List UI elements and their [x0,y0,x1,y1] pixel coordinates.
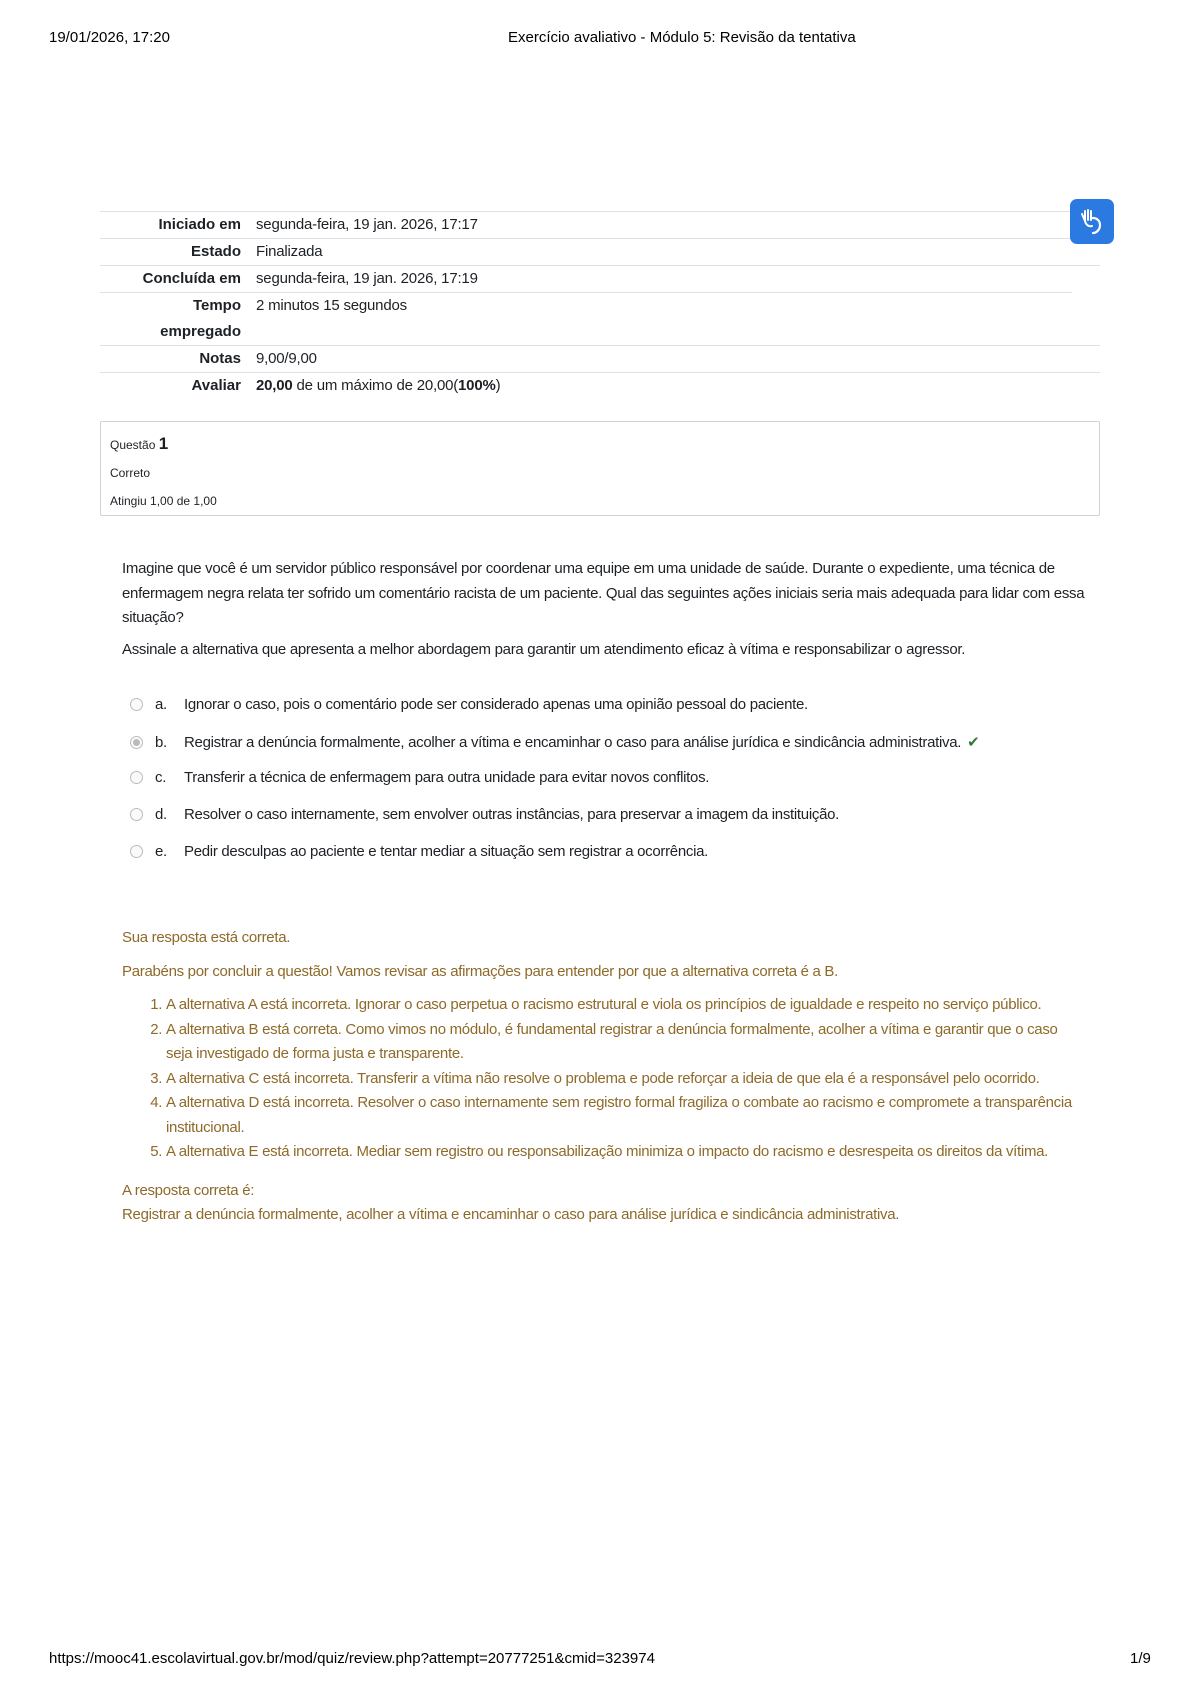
summary-label: Notas [199,350,241,367]
radio-button[interactable] [130,845,143,858]
radio-button[interactable] [130,808,143,821]
grade-percent: 100% [458,377,496,394]
question-label: Questão [110,438,156,452]
answer-option-c[interactable] [130,769,709,786]
radio-button-selected[interactable] [130,736,143,749]
summary-label: Avaliar [191,377,241,394]
option-text: Resolver o caso internamente, sem envolver outras instâncias, para preservar a imagem da instituição. [184,806,840,823]
attempt-summary-table [100,211,1100,400]
sign-language-hands-icon [1079,208,1105,236]
answer-option-a[interactable] [130,696,808,713]
question-text [122,557,1087,669]
option-letter: e. [155,843,167,860]
question-state: Correto [110,466,151,480]
print-datetime: 19/01/2026, 17:20 [49,29,170,46]
summary-label: Tempo empregado [160,297,241,340]
feedback-list [122,993,1082,1165]
right-answer-label: A resposta correta é: [122,1181,255,1199]
grade-end: ) [495,377,501,394]
option-text: Transferir a técnica de enfermagem para outra unidade para evitar novos conflitos. [184,769,710,786]
feedback-item: 3. A alternativa C está incorreta. Transferir a vítima não resolve o problema e pode reforçar a ideia de que ela é a responsável pelo ocorrido. [166,1067,1082,1092]
print-page-number: 1/9 [1130,1650,1151,1667]
summary-label: Estado [190,243,241,260]
summary-value [256,373,1100,400]
question-instruction: Assinale a alternativa que apresenta a melhor abordagem para garantir um atendimento eficaz à vítima e responsabilizar o agressor. [122,640,966,658]
option-letter: c. [155,769,167,786]
feedback-item: 5. A alternativa E está incorreta. Mediar sem registro ou responsabilização minimiza o impacto do racismo e desrespeita os direitos da vítima. [166,1140,1082,1165]
summary-value: 2 minutos 15 segundos [256,297,407,314]
question-prompt: Imagine que você é um servidor público responsável por coordenar uma equipe em uma unidade de saúde. Durante o expediente, uma técnica de enfermagem negra relata ter sofrido um comentário racista de um paciente. Qual das seguintes ações iniciais seria mais adequada para lidar com essa situação? [122,560,1085,626]
option-letter: d. [155,806,167,823]
summary-row-completed [100,266,1072,293]
option-letter: a. [155,696,167,713]
summary-row-started [100,212,1100,239]
summary-row-state [100,239,1100,266]
option-text: Registrar a denúncia formalmente, acolher a vítima e encaminhar o caso para análise jurídica e sindicância administrativa. [184,733,962,751]
summary-value: segunda-feira, 19 jan. 2026, 17:19 [256,270,478,287]
print-footer-url: https://mooc41.escolavirtual.gov.br/mod/quiz/review.php?attempt=20777251&cmid=323974 [49,1650,655,1667]
option-text: Pedir desculpas ao paciente e tentar mediar a situação sem registrar a ocorrência. [184,843,709,860]
answer-option-d[interactable] [130,806,839,823]
feedback-status: Sua resposta está correta. [122,929,291,946]
feedback-section [122,926,1082,1228]
question-info-box [100,421,1100,516]
answer-option-b[interactable] [130,733,979,751]
summary-row-marks [100,346,1100,373]
feedback-intro: Parabéns por concluir a questão! Vamos revisar as afirmações para entender por que a alternativa correta é a B. [122,962,838,980]
question-mark: Atingiu 1,00 de 1,00 [110,494,217,508]
summary-label: Concluída em [142,270,241,287]
right-answer: Registrar a denúncia formalmente, acolher a vítima e encaminhar o caso para análise jurídica e sindicância administrativa. [122,1206,900,1223]
grade-middle: de um máximo de 20,00( [292,377,459,394]
summary-row-grade [100,373,1100,400]
feedback-item: 2. A alternativa B está correta. Como vimos no módulo, é fundamental registrar a denúncia formalmente, acolher a vítima e garantir que o caso seja investigado de forma justa e transparente. [166,1018,1082,1067]
summary-row-time-taken [100,293,1100,346]
summary-value: 9,00/9,00 [256,350,317,367]
radio-button[interactable] [130,771,143,784]
accessibility-vlibras-button[interactable] [1070,199,1114,244]
print-title: Exercício avaliativo - Módulo 5: Revisão da tentativa [508,29,856,46]
summary-label: Iniciado em [158,216,241,233]
grade-value: 20,00 [256,377,293,394]
option-letter: b. [155,733,167,751]
correct-check-icon: ✔ [967,734,980,751]
feedback-item: 1. A alternativa A está incorreta. Ignorar o caso perpetua o racismo estrutural e viola os princípios de igualdade e respeito no serviço público. [166,993,1082,1018]
option-text: Ignorar o caso, pois o comentário pode ser considerado apenas uma opinião pessoal do paciente. [184,696,808,713]
summary-value: Finalizada [256,243,323,260]
question-number: 1 [158,434,169,453]
summary-value: segunda-feira, 19 jan. 2026, 17:17 [256,216,478,233]
radio-button[interactable] [130,698,143,711]
answer-option-e[interactable] [130,843,708,860]
feedback-item: 4. A alternativa D está incorreta. Resolver o caso internamente sem registro formal fragiliza o combate ao racismo e compromete a transparência institucional. [166,1091,1082,1140]
